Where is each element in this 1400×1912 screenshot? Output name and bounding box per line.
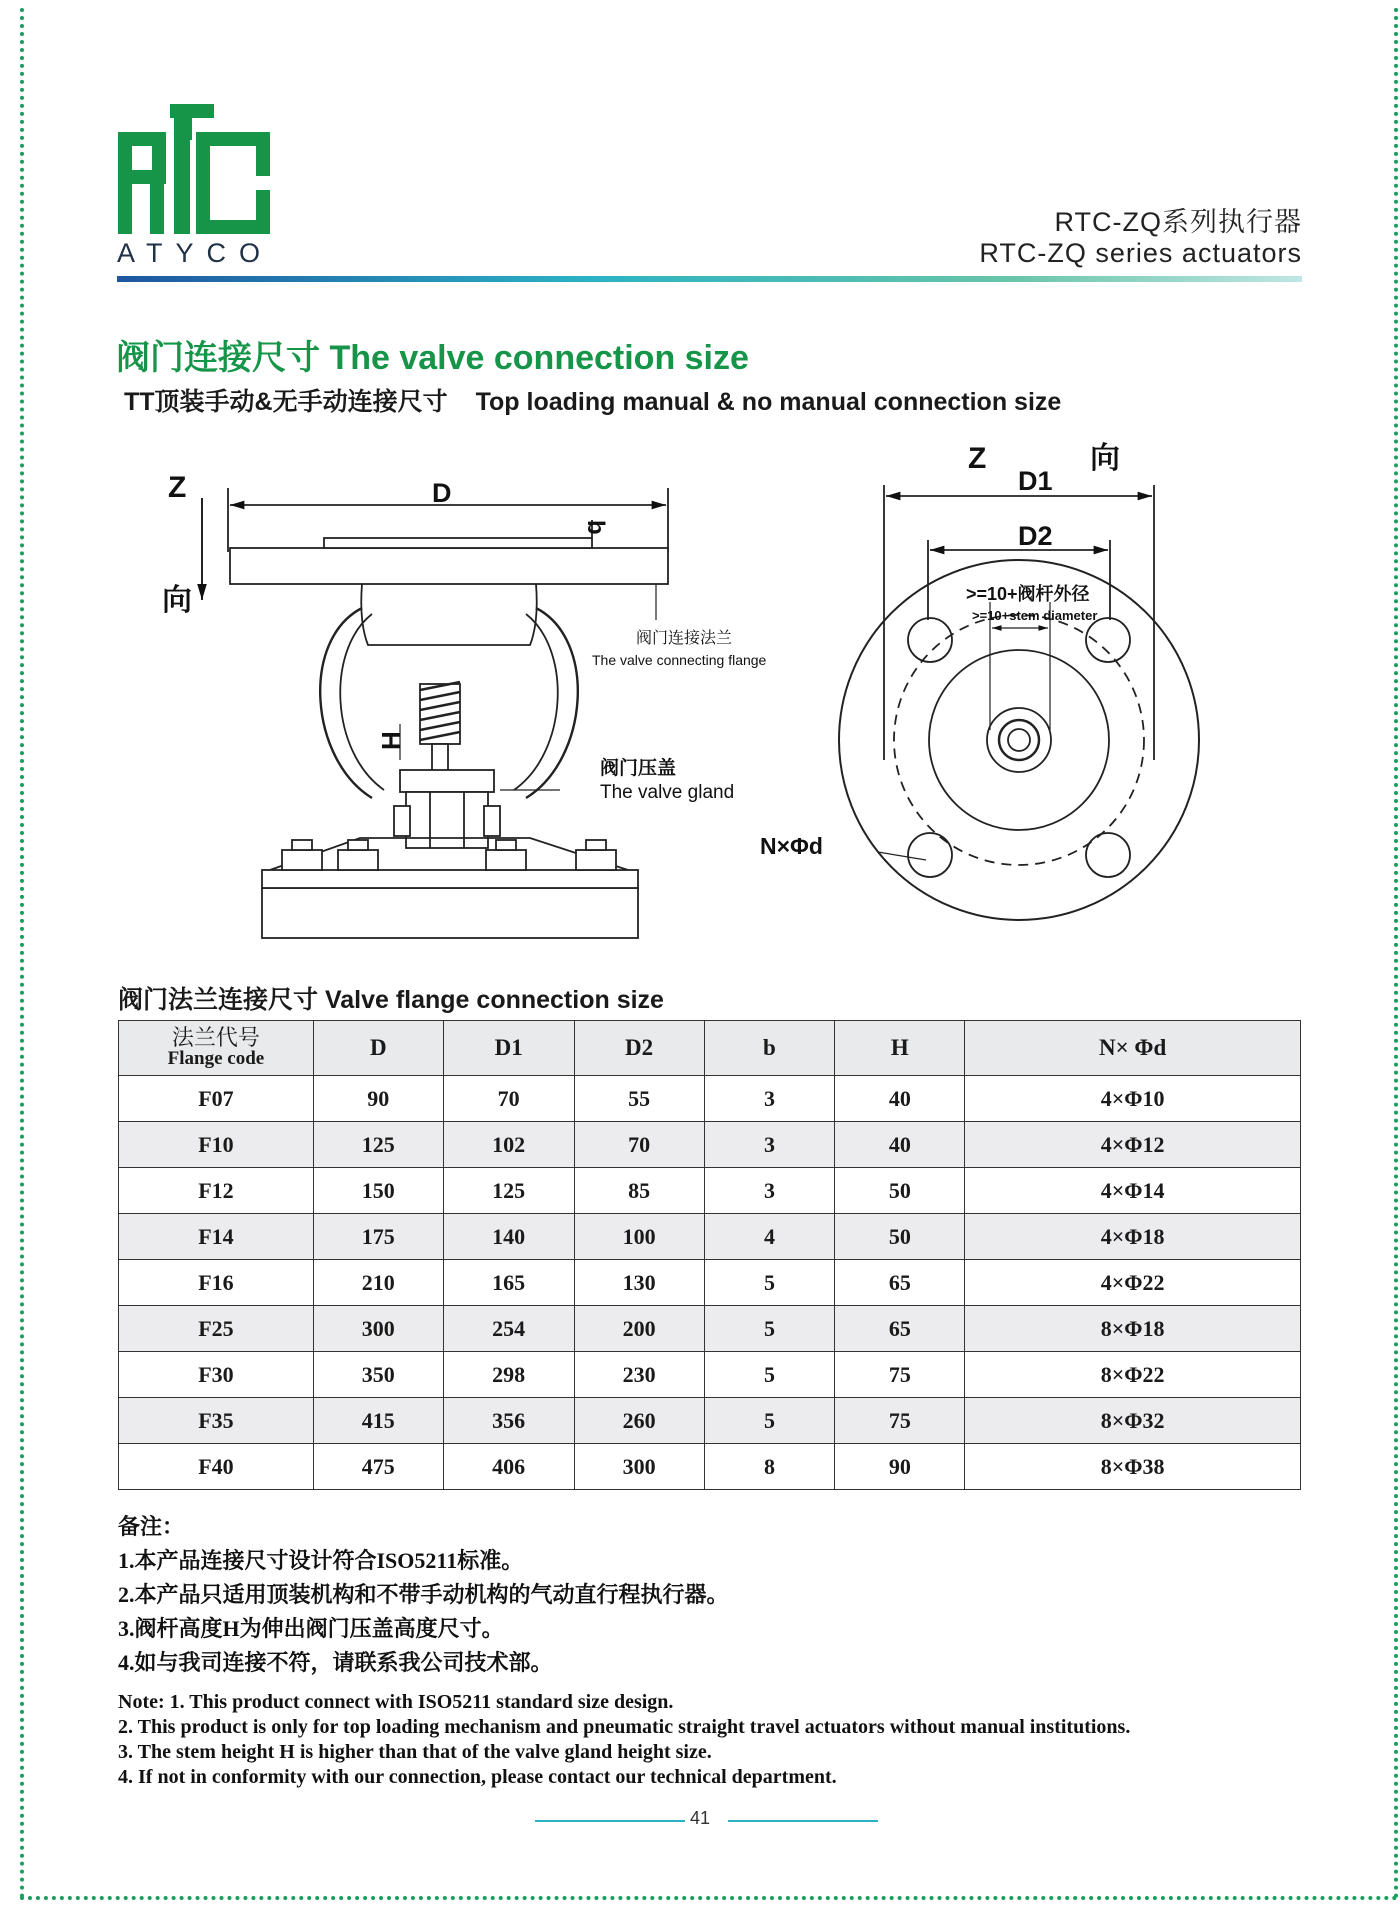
- cell: 298: [443, 1352, 574, 1398]
- subtitle-cn: TT顶装手动&无手动连接尺寸: [124, 388, 448, 416]
- cell: 40: [835, 1076, 965, 1122]
- cell: 75: [835, 1398, 965, 1444]
- cell: 356: [443, 1398, 574, 1444]
- col-d2: D2: [574, 1021, 704, 1076]
- dim-d-label: D: [432, 478, 452, 508]
- notes-section: [118, 1510, 1130, 1790]
- table-row: [119, 1122, 1301, 1168]
- cell: 70: [443, 1076, 574, 1122]
- cell: F10: [119, 1122, 314, 1168]
- cell: F35: [119, 1398, 314, 1444]
- cell: F16: [119, 1260, 314, 1306]
- cell: 140: [443, 1214, 574, 1260]
- dim-b-label: b: [582, 520, 609, 535]
- note-en-1: Note: 1. This product connect with ISO5211 standard size design.: [118, 1691, 674, 1713]
- right-z-label: Z: [968, 442, 987, 475]
- cell: 5: [704, 1306, 835, 1352]
- header-title-en: RTC-ZQ series actuators: [979, 238, 1302, 268]
- cell: 55: [574, 1076, 704, 1122]
- cell: 260: [574, 1398, 704, 1444]
- cell: 300: [574, 1444, 704, 1490]
- cell: 406: [443, 1444, 574, 1490]
- note-cn-2: 2.本产品只适用顶装机构和不带手动机构的气动直行程执行器。: [118, 1582, 729, 1607]
- cell: 50: [835, 1214, 965, 1260]
- col-nd: N× Φd: [965, 1021, 1301, 1076]
- brand-subtitle: ATYCO: [117, 238, 274, 268]
- cell: 8: [704, 1444, 835, 1490]
- cell: 165: [443, 1260, 574, 1306]
- cell: 3: [704, 1168, 835, 1214]
- cell: 175: [313, 1214, 443, 1260]
- cell: 65: [835, 1260, 965, 1306]
- table-row: [119, 1444, 1301, 1490]
- cell: 3: [704, 1076, 835, 1122]
- gland-label-cn: 阀门压盖: [600, 758, 677, 779]
- flange-label-en: The valve connecting flange: [592, 652, 767, 668]
- cell: 254: [443, 1306, 574, 1352]
- cell: 230: [574, 1352, 704, 1398]
- dim-d2-label: D2: [1018, 521, 1053, 551]
- cell: F07: [119, 1076, 314, 1122]
- cell: 5: [704, 1398, 835, 1444]
- note-en-2: 2. This product is only for top loading mechanism and pneumatic straight travel actuators without manual institutions.: [118, 1716, 1131, 1738]
- left-z-label: Z: [168, 471, 187, 504]
- cell: F40: [119, 1444, 314, 1490]
- note-en-4: 4. If not in conformity with our connection, please contact our technical department.: [118, 1766, 837, 1788]
- cell: 200: [574, 1306, 704, 1352]
- cell: 4×Φ18: [965, 1214, 1301, 1260]
- col-d1: D1: [443, 1021, 574, 1076]
- cell: 90: [835, 1444, 965, 1490]
- cell: 4: [704, 1214, 835, 1260]
- cell: 4×Φ12: [965, 1122, 1301, 1168]
- table-row: [119, 1214, 1301, 1260]
- cell: 125: [313, 1122, 443, 1168]
- note-cn-4: 4.如与我司连接不符，请联系我公司技术部。: [118, 1650, 553, 1675]
- cell: 4×Φ10: [965, 1076, 1301, 1122]
- cell: 50: [835, 1168, 965, 1214]
- cell: 90: [313, 1076, 443, 1122]
- section-title: 阀门连接尺寸 The valve connection size: [116, 339, 749, 377]
- cell: 75: [835, 1352, 965, 1398]
- cell: F14: [119, 1214, 314, 1260]
- left-dir-label: 向: [162, 584, 192, 617]
- cell: 8×Φ22: [965, 1352, 1301, 1398]
- page-number: 41: [689, 1808, 711, 1828]
- cell: 65: [835, 1306, 965, 1352]
- cell: F25: [119, 1306, 314, 1352]
- subtitle-en: Top loading manual & no manual connection size: [475, 388, 1062, 416]
- note-cn-heading: 备注：: [118, 1514, 185, 1539]
- holes-label: N×Φd: [760, 833, 823, 859]
- cell: 8×Φ32: [965, 1398, 1301, 1444]
- table-row: [119, 1352, 1301, 1398]
- table-row: [119, 1168, 1301, 1214]
- cell: 40: [835, 1122, 965, 1168]
- cell: 8×Φ38: [965, 1444, 1301, 1490]
- note-cn-1: 1.本产品连接尺寸设计符合ISO5211标准。: [118, 1548, 524, 1573]
- cell: F30: [119, 1352, 314, 1398]
- dim-d1-label: D1: [1018, 466, 1053, 496]
- right-dir-label: 向: [1090, 442, 1120, 475]
- table-title: 阀门法兰连接尺寸 Valve flange connection size: [118, 986, 664, 1014]
- col-code-en: Flange code: [167, 1048, 265, 1069]
- note-en-3: 3. The stem height H is higher than that of the valve gland height size.: [118, 1741, 712, 1763]
- col-d: D: [313, 1021, 443, 1076]
- cell: 210: [313, 1260, 443, 1306]
- cell: 350: [313, 1352, 443, 1398]
- cell: 8×Φ18: [965, 1306, 1301, 1352]
- flange-label-cn: 阀门连接法兰: [636, 630, 733, 647]
- gland-label-en: The valve gland: [600, 782, 735, 803]
- section-subtitle: [124, 382, 1061, 418]
- cell: 70: [574, 1122, 704, 1168]
- table-header-row: [119, 1021, 1301, 1076]
- cell: 4×Φ14: [965, 1168, 1301, 1214]
- cell: 100: [574, 1214, 704, 1260]
- notes-en: [118, 1690, 1130, 1790]
- note-cn-3: 3.阀杆高度H为伸出阀门压盖高度尺寸。: [118, 1616, 504, 1641]
- cell: F12: [119, 1168, 314, 1214]
- cell: 102: [443, 1122, 574, 1168]
- table-row: [119, 1260, 1301, 1306]
- cell: 300: [313, 1306, 443, 1352]
- cell: 3: [704, 1122, 835, 1168]
- cell: 5: [704, 1260, 835, 1306]
- flange-size-table: [118, 1020, 1301, 1490]
- col-b: b: [704, 1021, 835, 1076]
- col-flange-code: [119, 1021, 314, 1076]
- cell: 85: [574, 1168, 704, 1214]
- table-row: [119, 1398, 1301, 1444]
- stem-label-en: >=10+stem diameter: [972, 608, 1098, 623]
- table-row: [119, 1306, 1301, 1352]
- cell: 4×Φ22: [965, 1260, 1301, 1306]
- col-h: H: [835, 1021, 965, 1076]
- cell: 5: [704, 1352, 835, 1398]
- header-title-cn: RTC-ZQ系列执行器: [1054, 207, 1302, 237]
- cell: 415: [313, 1398, 443, 1444]
- stem-label-cn: >=10+阀杆外径: [966, 584, 1090, 604]
- cell: 130: [574, 1260, 704, 1306]
- header-divider: [117, 276, 1302, 282]
- col-code-cn: 法兰代号: [171, 1025, 260, 1050]
- cell: 125: [443, 1168, 574, 1214]
- dim-h-label: H: [376, 731, 406, 750]
- cell: 150: [313, 1168, 443, 1214]
- cell: 475: [313, 1444, 443, 1490]
- table-row: [119, 1076, 1301, 1122]
